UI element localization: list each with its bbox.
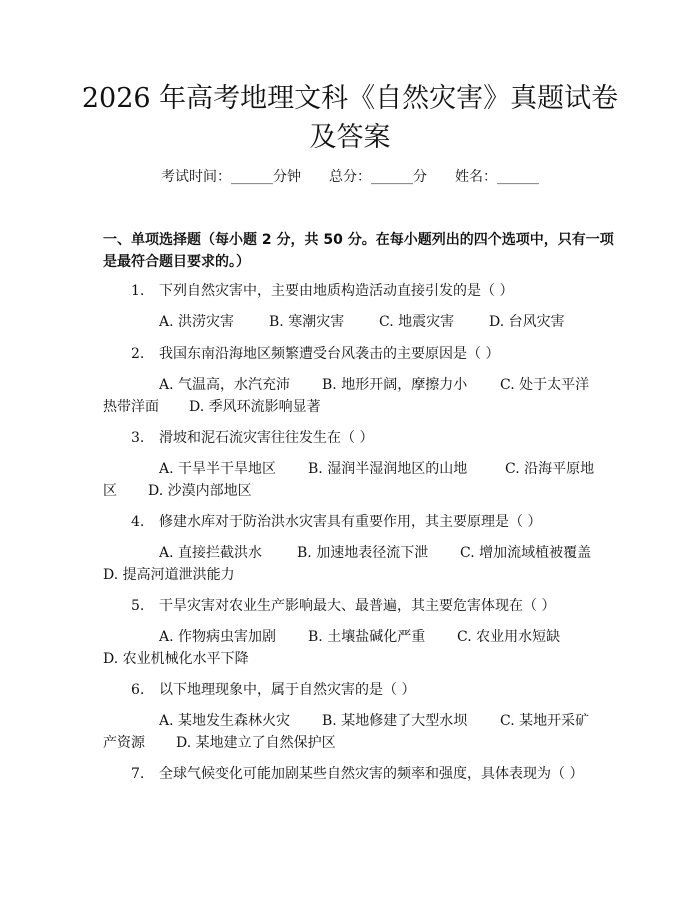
question-2-options (159, 374, 589, 396)
question-text: 修建水库对于防治洪水灾害具有重要作用，其主要原理是（ ） (159, 514, 542, 530)
option-d: D. 季风环流影响显著 (189, 399, 321, 415)
question-1 (131, 280, 513, 302)
question-5-options (159, 626, 560, 648)
exam-title-line-2: 及答案 (309, 122, 391, 153)
option-c: C. 某地开采矿 (500, 713, 590, 729)
option-c: C. 处于太平洋 (500, 377, 590, 393)
option-a: A. 某地发生森林火灾 (159, 713, 291, 729)
option-a: A. 洪涝灾害 (159, 314, 235, 330)
exam-time-field: 考试时间：______分钟 (161, 169, 301, 185)
student-name-field: 姓名：______ (455, 169, 539, 185)
question-number: 6. (131, 682, 145, 698)
question-6-options-cont (103, 732, 336, 754)
option-d: D. 台风灾害 (489, 314, 565, 330)
question-6 (131, 679, 415, 701)
question-number: 4. (131, 514, 145, 530)
option-a: A. 干旱半干旱地区 (159, 461, 277, 477)
question-1-options (159, 311, 565, 333)
option-c-cont: 产资源 (103, 735, 145, 751)
question-number: 5. (131, 598, 145, 614)
question-4-options-cont (103, 564, 235, 586)
option-c-cont: 区 (103, 483, 117, 499)
exam-meta (0, 166, 700, 188)
option-b: B. 寒潮灾害 (269, 314, 345, 330)
question-2 (131, 343, 499, 365)
question-text: 我国东南沿海地区频繁遭受台风袭击的主要原因是（ ） (159, 346, 500, 362)
question-3-options (159, 458, 594, 480)
option-b: B. 某地修建了大型水坝 (322, 713, 468, 729)
option-b: B. 地形开阔，摩擦力小 (322, 377, 468, 393)
option-d: D. 沙漠内部地区 (148, 483, 252, 499)
total-score-field: 总分：______分 (329, 169, 427, 185)
option-c: C. 农业用水短缺 (457, 629, 561, 645)
question-number: 1. (131, 283, 145, 299)
option-d: D. 提高河道泄洪能力 (103, 567, 235, 583)
question-3 (131, 427, 373, 449)
option-b: B. 加速地表径流下泄 (297, 545, 429, 561)
question-number: 7. (131, 766, 145, 782)
question-7 (131, 763, 583, 785)
option-c-cont: 热带洋面 (103, 399, 159, 415)
question-number: 3. (131, 430, 145, 446)
question-4 (131, 511, 541, 533)
option-b: B. 湿润半湿润地区的山地 (308, 461, 468, 477)
question-text: 滑坡和泥石流灾害往往发生在（ ） (159, 430, 374, 446)
question-5-options-cont (103, 648, 249, 670)
section-heading-line-1: 一、单项选择题（每小题 2 分，共 50 分。在每小题列出的四个选项中，只有一项 (103, 232, 614, 248)
question-2-options-cont (103, 396, 321, 418)
section-heading-line-2: 是最符合题目要求的。） (103, 254, 250, 270)
question-5 (131, 595, 555, 617)
option-c: C. 沿海平原地 (505, 461, 595, 477)
option-b: B. 土壤盐碱化严重 (308, 629, 426, 645)
question-text: 下列自然灾害中，主要由地质构造活动直接引发的是（ ） (159, 283, 514, 299)
question-text: 全球气候变化可能加剧某些自然灾害的频率和强度，具体表现为（ ） (159, 766, 584, 782)
question-text: 干旱灾害对农业生产影响最大、最普遍，其主要危害体现在（ ） (159, 598, 556, 614)
option-c: C. 增加流域植被覆盖 (460, 545, 592, 561)
question-number: 2. (131, 346, 145, 362)
question-text: 以下地理现象中，属于自然灾害的是（ ） (159, 682, 416, 698)
option-c: C. 地震灾害 (379, 314, 455, 330)
exam-title-line-1: 2026 年高考地理文科《自然灾害》真题试卷 (81, 83, 619, 114)
option-a: A. 直接拦截洪水 (159, 545, 263, 561)
option-a: A. 气温高，水汽充沛 (159, 377, 291, 393)
question-4-options (159, 542, 591, 564)
option-d: D. 某地建立了自然保护区 (176, 735, 336, 751)
question-6-options (159, 710, 589, 732)
option-d: D. 农业机械化水平下降 (103, 651, 249, 667)
option-a: A. 作物病虫害加剧 (159, 629, 277, 645)
question-3-options-cont (103, 480, 252, 502)
